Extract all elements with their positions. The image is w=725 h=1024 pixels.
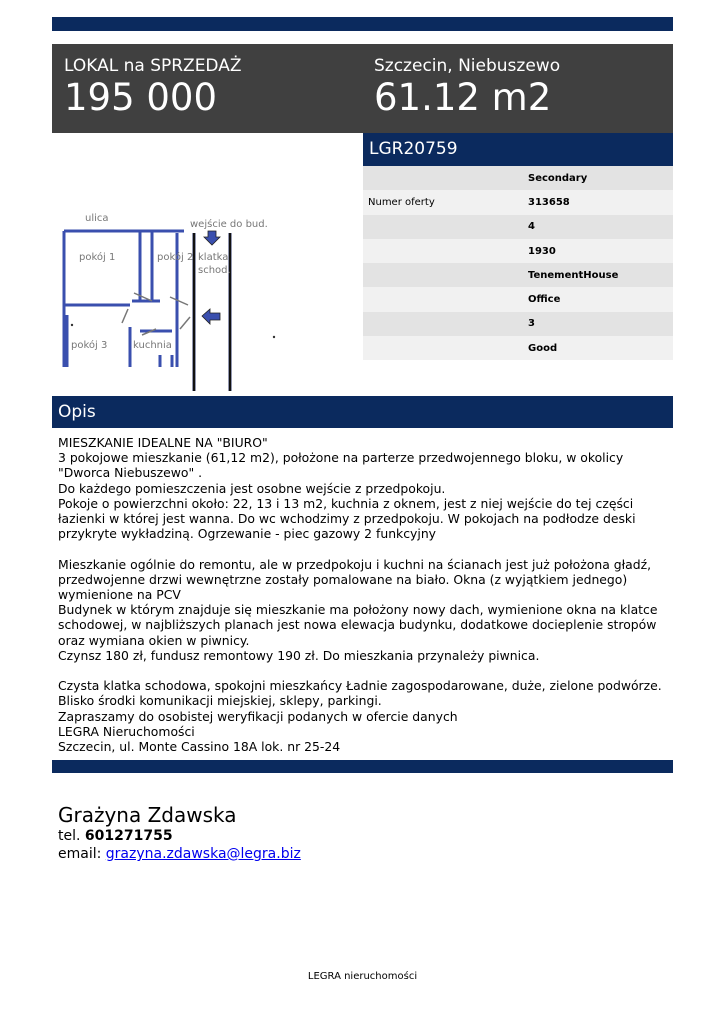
property-key	[363, 166, 523, 190]
phone-number: 601271755	[84, 828, 173, 844]
section-title: Opis	[52, 396, 673, 428]
agent-name: Grażyna Zdawska	[58, 803, 237, 827]
email-label: email:	[58, 846, 102, 862]
description-line: Do każdego pomieszczenia jest osobne wejście z przedpokoju.	[58, 480, 446, 496]
property-key: Numer oferty	[363, 190, 523, 214]
table-row	[363, 239, 673, 263]
property-value: 1930	[523, 239, 673, 263]
description-line: oraz wymiana okien w piwnicy.	[58, 632, 250, 648]
property-value: 313658	[523, 190, 673, 214]
table-row	[363, 190, 673, 214]
description-line: Czynsz 180 zł, fundusz remontowy 190 zł. Do mieszkania przynależy piwnica.	[58, 647, 540, 663]
area: 61.12 m2	[374, 76, 552, 119]
description-line: MIESZKANIE IDEALNE NA "BIURO"	[58, 435, 268, 450]
description-line: Mieszkanie ogólnie do remontu, ale w przedpokoju i kuchni na ścianach jest już położona gładź,	[58, 556, 652, 572]
property-key	[363, 239, 523, 263]
header-right	[374, 56, 560, 120]
offer-id-bar: LGR20759	[363, 133, 673, 166]
description-line: LEGRA Nieruchomości	[58, 723, 195, 739]
header-left	[64, 56, 242, 120]
category-label: LOKAL na SPRZEDAŻ	[64, 56, 242, 76]
footer-text: LEGRA nieruchomości	[307, 971, 418, 982]
agent-contact	[58, 803, 301, 863]
description-line: Zapraszamy do osobistej weryfikacji podanych w ofercie danych	[58, 708, 458, 724]
phone-label: tel.	[58, 828, 81, 844]
plan-label-kitchen: kuchnia	[133, 340, 172, 351]
description-line: 3 pokojowe mieszkanie (61,12 m2), położone na parterze przedwojennego bloku, w okolicy	[58, 450, 624, 466]
plan-label-room3: pokój 3	[71, 340, 108, 351]
description	[58, 435, 670, 754]
top-divider	[52, 17, 673, 31]
property-value: Office	[523, 287, 673, 311]
description-line: przedwojenne drzwi wewnętrzne zostały pomalowane na biało. Okna (z wyjątkiem jednego)	[58, 571, 628, 587]
plan-label-ulica: ulica	[85, 213, 109, 224]
property-value: Secondary	[523, 166, 673, 190]
price: 195 000	[64, 76, 218, 119]
table-row	[363, 215, 673, 239]
description-line: Blisko środki komunikacji miejskiej, sklepy, parkingi.	[58, 693, 382, 709]
table-row	[363, 336, 673, 360]
plan-label-room1: pokój 1	[79, 252, 116, 263]
description-line: Czysta klatka schodowa, spokojni mieszkańcy Ładnie zagospodarowane, duże, zielone podwórze.	[58, 678, 662, 694]
table-row	[363, 287, 673, 311]
property-value: Good	[523, 336, 673, 360]
phone-line	[58, 827, 301, 845]
description-line	[58, 541, 670, 556]
description-line: Budynek w którym znajduje się mieszkanie ma położony nowy dach, wymienione okna na klatce	[58, 602, 658, 618]
offer-header	[52, 44, 673, 133]
plan-label-stairs-2: schod.	[198, 265, 231, 276]
property-value: TenementHouse	[523, 263, 673, 287]
description-line: wymienione na PCV	[58, 587, 181, 603]
table-row	[363, 263, 673, 287]
description-line: Pokoje o powierzchni około: 22, 13 i 13 m2, kuchnia z oknem, jest z niej wejście do tej części	[58, 495, 634, 511]
plan-label-room2: pokój 2	[157, 252, 194, 263]
description-line: przykryte wykładziną. Ogrzewanie - piec gazowy 2 funkcyjny	[58, 526, 437, 542]
floor-plan-image	[52, 205, 317, 395]
description-line: "Dworca Niebuszewo" .	[58, 465, 203, 481]
description-line: łazienki w której jest wanna. Do wc wchodzimy z przedpokoju. W pokojach na podłodze deski	[58, 511, 636, 527]
location-label: Szczecin, Niebuszewo	[374, 56, 561, 76]
table-row	[363, 166, 673, 190]
table-row	[363, 312, 673, 336]
property-key	[363, 312, 523, 336]
property-value: 4	[523, 215, 673, 239]
bottom-divider	[52, 760, 673, 773]
description-line	[58, 663, 670, 678]
property-key	[363, 287, 523, 311]
property-key	[363, 215, 523, 239]
property-value: 3	[523, 312, 673, 336]
plan-label-entrance: wejście do bud.	[190, 219, 268, 230]
email-link[interactable]: grazyna.zdawska@legra.biz	[105, 846, 301, 862]
description-line: Szczecin, ul. Monte Cassino 18A lok. nr 25-24	[58, 739, 341, 755]
property-key	[363, 263, 523, 287]
plan-label-stairs: klatka	[198, 252, 229, 263]
property-key	[363, 336, 523, 360]
email-line	[58, 845, 301, 863]
description-line: schodowej, w najbliższych planach jest nowa elewacja budynku, dodatkowe docieplenie stropów	[58, 617, 657, 633]
property-table	[363, 166, 673, 360]
